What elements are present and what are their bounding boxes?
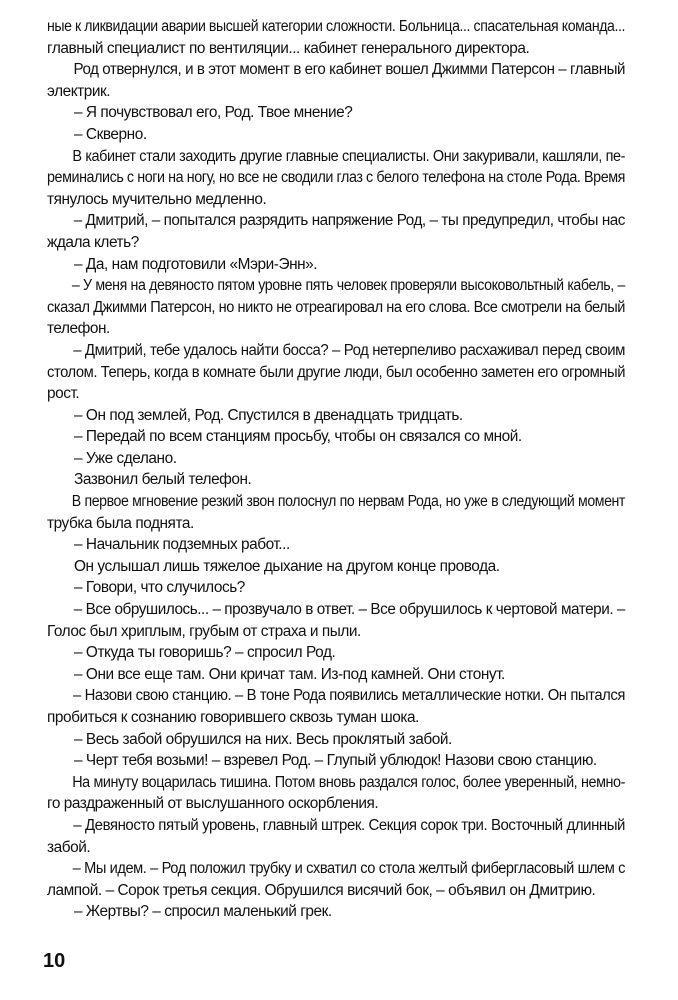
text-line: тянулось мучительно медленно.	[47, 190, 267, 208]
text-line: В первое мгновение резкий звон полоснул по нервам Рода, но уже в следующий момент	[71, 493, 625, 511]
text-line: – Уже сделано.	[74, 449, 177, 467]
text-line: сказал Джимми Патерсон, но никто не отреагировал на его слова. Все смотрели на белый	[47, 298, 625, 316]
page-number: 10	[43, 950, 66, 972]
text-line: главный специалист по вентиляции... кабинет генерального директора.	[47, 39, 530, 57]
text-line: ные к ликвидации аварии высшей категории сложности. Больница... спасательная команда...	[47, 18, 625, 35]
text-line: го раздраженный от выслушанного оскорбления.	[47, 795, 379, 813]
text-line: – Начальник подземных работ...	[74, 536, 290, 554]
text-line: – Все обрушилось... – прозвучало в ответ. – Все обрушилось к чертовой матери. –	[73, 601, 625, 619]
text-line: Он услышал лишь тяжелое дыхание на другом конце провода.	[74, 557, 500, 575]
text-line: На минуту воцарилась тишина. Потом вновь раздался голос, более уверенный, немно-	[72, 773, 625, 791]
text-line: Зазвонил белый телефон.	[74, 471, 252, 489]
text-line: – Весь забой обрушился на них. Весь проклятый забой.	[74, 730, 452, 748]
text-line: – Откуда ты говоришь? – спросил Род.	[74, 644, 336, 662]
text-line: лампой. – Сорок третья секция. Обрушился висячий бок, – объявил он Дмитрию.	[47, 881, 596, 899]
text-line: – Мы идем. – Род положил трубку и схватил со стола желтый фибергласовый шлем с	[72, 860, 625, 878]
text-line: – Жертвы? – спросил маленький грек.	[74, 903, 332, 921]
text-line: забой.	[47, 838, 91, 856]
text-line: электрик.	[47, 82, 111, 100]
text-line: – Они все еще там. Они кричат там. Из-под камней. Они стонут.	[74, 665, 505, 683]
page-body	[47, 16, 625, 923]
text-line: рост.	[47, 385, 80, 403]
text-line: – Девяносто пятый уровень, главный штрек. Секция сорок три. Восточный длинный	[73, 816, 625, 834]
text-line: – Скверно.	[74, 125, 147, 143]
text-line: – Передай по всем станциям просьбу, чтобы он связался со мной.	[74, 428, 522, 446]
text-line: – Я почувствовал его, Род. Твое мнение?	[74, 104, 353, 122]
text-line: – Говори, что случилось?	[74, 579, 245, 597]
text-line: – Черт тебя возьми! – взревел Род. – Глупый ублюдок! Назови свою станцию.	[74, 752, 597, 770]
text-line: телефон.	[47, 320, 110, 338]
text-line: – Назови свою станцию. – В тоне Рода появились металлические нотки. Он пытался	[73, 687, 625, 705]
text-line: – Он под землей, Род. Спустился в двенадцать тридцать.	[74, 406, 463, 424]
text-line: – Да, нам подготовили «Мэри-Энн».	[74, 255, 318, 273]
text-line: трубка была поднята.	[47, 514, 194, 532]
text-line: Род отвернулся, и в этот момент в его кабинет вошел Джимми Патерсон – главный	[73, 61, 625, 79]
text-line: В кабинет стали заходить другие главные специалисты. Они закуривали, кашляли, пе-	[72, 147, 625, 165]
text-line: ждала клеть?	[47, 233, 139, 251]
text-line: – Дмитрий, – попытался разрядить напряжение Род, – ты предупредил, чтобы нас	[73, 212, 625, 230]
text-line: – Дмитрий, тебе удалось найти босса? – Род нетерпеливо расхаживал перед своим	[73, 341, 625, 359]
text-line: реминались с ноги на ногу, но все не сводили глаз с белого телефона на столе Рода. Время	[47, 169, 625, 187]
text-line: Голос был хриплым, грубым от страха и пыли.	[47, 622, 361, 640]
text-line: пробиться к сознанию говорившего сквозь туман шока.	[47, 709, 419, 726]
text-line: – У меня на девяносто пятом уровне пять человек проверяли высоковольтный кабель, –	[71, 277, 625, 295]
text-line: столом. Теперь, когда в комнате были другие люди, был особенно заметен его огромный	[47, 363, 625, 381]
